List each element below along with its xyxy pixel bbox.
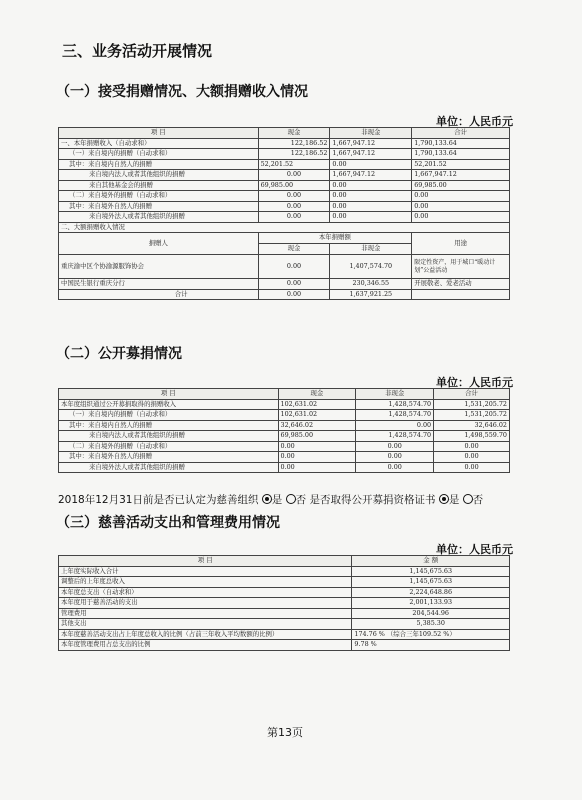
donor-cash: 0.00	[258, 279, 330, 290]
col-header-noncash: 非现金	[330, 128, 412, 139]
public-fundraising-table	[58, 388, 510, 473]
noncash-cell: 0.00	[330, 180, 412, 191]
part1-unit: 单位：人民币元	[436, 115, 513, 128]
amount-cell: 1,145,675.63	[352, 566, 510, 577]
cash-cell: 0.00	[258, 191, 330, 202]
total-cell: 0.00	[412, 212, 510, 223]
part1-title: （一）接受捐赠情况、大额捐赠收入情况	[56, 84, 308, 100]
table-header-row	[59, 556, 510, 567]
row-label: 来自境内法人或者其他组织的捐赠	[59, 170, 259, 181]
donor-use: 限定性资产，用于城口“暖动计划”公益活动	[412, 255, 510, 279]
noncash-cell: 0.00	[330, 191, 412, 202]
amount-header: 本年捐赠额	[258, 233, 412, 244]
row-label: 本年度组织通过公开募捐取得的捐赠收入	[59, 399, 279, 410]
charity-status-line: 2018年12月31日前是否已认定为慈善组织 是 否 是否取得公开募捐资格证书 是 否	[58, 494, 484, 506]
sum-cash: 0.00	[258, 289, 330, 300]
expenditure-table	[58, 555, 510, 651]
cash-cell: 0.00	[258, 170, 330, 181]
total-cell: 1,790,133.64	[412, 149, 510, 160]
table-row	[59, 598, 510, 609]
cash-cell: 0.00	[258, 201, 330, 212]
table-header-row	[59, 128, 510, 139]
table-row	[59, 619, 510, 630]
donor-noncash-header: 非现金	[330, 244, 412, 255]
table-row	[59, 640, 510, 651]
part2-unit: 单位：人民币元	[436, 376, 513, 389]
table-row	[59, 399, 510, 410]
row-label: 本年度管理费用占总支出的比例	[59, 640, 352, 651]
table-row	[59, 138, 510, 149]
col-header-cash: 现金	[278, 389, 356, 400]
amount-cell: 1,145,675.63	[352, 577, 510, 588]
recognized-no-radio[interactable]	[286, 494, 296, 504]
total-cell: 1,531,205.72	[434, 410, 510, 421]
section-title: 三、业务活动开展情况	[62, 42, 213, 60]
donor-header: 捐赠人	[59, 233, 259, 255]
col-header-item: 项 目	[59, 389, 279, 400]
noncash-cell: 1,667,947.12	[330, 138, 412, 149]
row-label: 其中：来自境外自然人的捐赠	[59, 452, 279, 463]
table-row	[59, 441, 510, 452]
noncash-cell: 1,428,574.70	[356, 399, 434, 410]
amount-cell: 204,544.96	[352, 608, 510, 619]
table-row	[59, 629, 510, 640]
donor-cash-header: 现金	[258, 244, 330, 255]
row-label: 本年度用于慈善活动的支出	[59, 598, 352, 609]
donor-name: 中国民生银行重庆分行	[59, 279, 259, 290]
row-label: （一）来自境内的捐赠（自动求和）	[59, 410, 279, 421]
sum-noncash: 1,637,921.25	[330, 289, 412, 300]
col-header-amount: 金 额	[352, 556, 510, 567]
cash-cell: 122,186.52	[258, 149, 330, 160]
col-header-noncash: 非现金	[356, 389, 434, 400]
noncash-cell: 0.00	[356, 441, 434, 452]
donor-cash: 0.00	[258, 255, 330, 279]
public-fundraising-question: 是否取得公开募捐资格证书	[309, 494, 436, 506]
donor-name: 重庆渝中区个协渝源服饰协会	[59, 255, 259, 279]
part3-title: （三）慈善活动支出和管理费用情况	[56, 515, 280, 531]
noncash-cell: 0.00	[356, 462, 434, 473]
qualification-no-radio[interactable]	[463, 494, 473, 504]
page-number: 第13页	[267, 726, 303, 739]
table-row	[59, 149, 510, 160]
row-label: 来自境外法人或者其他组织的捐赠	[59, 462, 279, 473]
row-label: 来自其他基金会的捐赠	[59, 180, 259, 191]
part2-title: （二）公开募捐情况	[56, 346, 182, 362]
donor-noncash: 230,346.55	[330, 279, 412, 290]
amount-cell: 2,224,648.86	[352, 587, 510, 598]
table-row	[59, 420, 510, 431]
row-label: 管理费用	[59, 608, 352, 619]
col-header-item: 项 目	[59, 128, 259, 139]
noncash-cell: 1,428,574.70	[356, 410, 434, 421]
cash-cell: 32,646.02	[278, 420, 356, 431]
table-row	[59, 159, 510, 170]
amount-cell: 9.78 %	[352, 640, 510, 651]
use-header: 用途	[412, 233, 510, 255]
cash-cell: 0.00	[258, 212, 330, 223]
total-cell: 1,498,559.70	[434, 431, 510, 442]
cash-cell: 52,201.52	[258, 159, 330, 170]
donor-header-row	[59, 233, 510, 244]
total-cell: 69,985.00	[412, 180, 510, 191]
col-header-total: 合计	[434, 389, 510, 400]
donor-use: 开展敬老、爱老活动	[412, 279, 510, 290]
cash-cell: 0.00	[278, 441, 356, 452]
table-row	[59, 462, 510, 473]
total-cell: 0.00	[412, 201, 510, 212]
row-label: 其中：来自境外自然人的捐赠	[59, 201, 259, 212]
table-row	[59, 608, 510, 619]
row-label: 本年度总支出（自动求和）	[59, 587, 352, 598]
total-cell: 0.00	[434, 441, 510, 452]
noncash-cell: 0.00	[356, 452, 434, 463]
row-label: （一）来自境内的捐赠（自动求和）	[59, 149, 259, 160]
noncash-cell: 0.00	[330, 159, 412, 170]
table-row	[59, 191, 510, 202]
row-label: 其中：来自境内自然人的捐赠	[59, 159, 259, 170]
table-row	[59, 212, 510, 223]
noncash-cell: 1,667,947.12	[330, 149, 412, 160]
donor-noncash: 1,407,574.70	[330, 255, 412, 279]
col-header-cash: 现金	[258, 128, 330, 139]
row-label: 本年度慈善活动支出占上年度总收入的比例（占前三年收入平均数额的比例）	[59, 629, 352, 640]
row-label: 其中：来自境内自然人的捐赠	[59, 420, 279, 431]
table-row	[59, 566, 510, 577]
recognized-yes-radio[interactable]	[262, 494, 272, 504]
qualification-yes-radio[interactable]	[439, 494, 449, 504]
donor-row	[59, 279, 510, 290]
noncash-cell: 0.00	[330, 212, 412, 223]
row-label: 其他支出	[59, 619, 352, 630]
row-label: 来自境外法人或者其他组织的捐赠	[59, 212, 259, 223]
noncash-cell: 1,428,574.70	[356, 431, 434, 442]
cash-cell: 69,985.00	[278, 431, 356, 442]
noncash-cell: 0.00	[330, 201, 412, 212]
noncash-cell: 0.00	[356, 420, 434, 431]
table-row	[59, 587, 510, 598]
donor-sum-row	[59, 289, 510, 300]
row-label: 一、本年捐赠收入（自动求和）	[59, 138, 259, 149]
amount-cell: 5,385.30	[352, 619, 510, 630]
table-row	[59, 180, 510, 191]
table-row	[59, 201, 510, 212]
row-label: （二）来自境外的捐赠（自动求和）	[59, 191, 259, 202]
total-cell: 1,531,205.72	[434, 399, 510, 410]
col-header-item: 项 目	[59, 556, 352, 567]
total-cell: 0.00	[412, 191, 510, 202]
donation-table	[58, 127, 510, 300]
total-cell: 0.00	[434, 452, 510, 463]
table-header-row	[59, 389, 510, 400]
total-cell: 32,646.02	[434, 420, 510, 431]
amount-cell: 2,001,133.93	[352, 598, 510, 609]
table-row	[59, 431, 510, 442]
total-cell: 1,790,133.64	[412, 138, 510, 149]
table-row	[59, 170, 510, 181]
row-label: （二）来自境外的捐赠（自动求和）	[59, 441, 279, 452]
cash-cell: 0.00	[278, 462, 356, 473]
table-row	[59, 410, 510, 421]
row-label: 来自境内法人或者其他组织的捐赠	[59, 431, 279, 442]
donor-row	[59, 255, 510, 279]
cash-cell: 0.00	[278, 452, 356, 463]
cash-cell: 102,631.02	[278, 410, 356, 421]
noncash-cell: 1,667,947.12	[330, 170, 412, 181]
total-cell: 52,201.52	[412, 159, 510, 170]
row-label: 上年度实际收入合计	[59, 566, 352, 577]
table-row	[59, 222, 510, 233]
sum-label: 合计	[59, 289, 259, 300]
amount-cell: 174.76 % （综合三年109.52 %）	[352, 629, 510, 640]
total-cell: 0.00	[434, 462, 510, 473]
total-cell: 1,667,947.12	[412, 170, 510, 181]
row-label: 调整后的上年度总收入	[59, 577, 352, 588]
charity-recognized-question: 2018年12月31日前是否已认定为慈善组织	[58, 494, 259, 506]
cash-cell: 69,985.00	[258, 180, 330, 191]
col-header-total: 合计	[412, 128, 510, 139]
large-donation-heading: 二、大额捐赠收入情况	[59, 222, 510, 233]
cash-cell: 102,631.02	[278, 399, 356, 410]
table-row	[59, 452, 510, 463]
cash-cell: 122,186.52	[258, 138, 330, 149]
table-row	[59, 577, 510, 588]
part3-unit: 单位：人民币元	[436, 543, 513, 556]
